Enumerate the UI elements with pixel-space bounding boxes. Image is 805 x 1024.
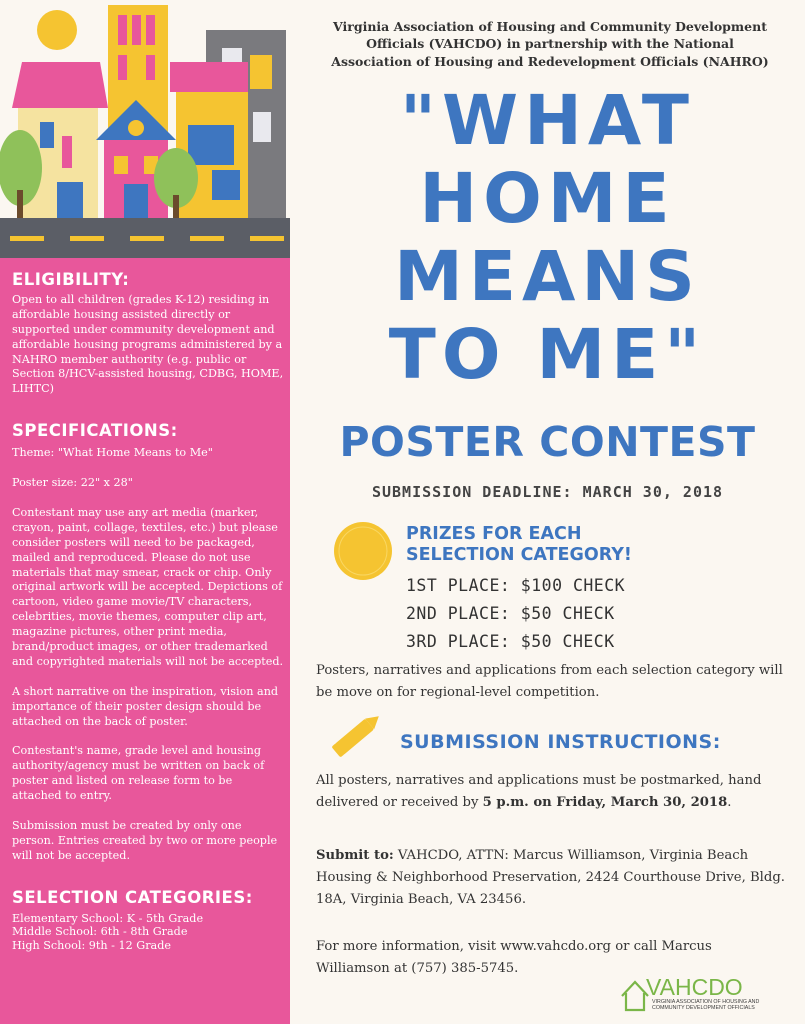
title-line: "WHAT — [400, 81, 695, 161]
houses-illustration-svg — [0, 0, 290, 258]
category-item: Middle School: 6th - 8th Grade — [12, 925, 188, 939]
org-line: Virginia Association of Housing and Community Development — [333, 19, 767, 34]
postmark-instructions — [316, 770, 796, 814]
submit-label: Submit to: — [316, 848, 394, 863]
postmark-text: All posters, narratives and applications must be postmarked, hand delivered or received by — [316, 773, 762, 810]
spec-media: Contestant may use any art media (marker, crayon, paint, collage, textiles, etc.) but please consider posters will need to be packaged, mailed and reproduced. Please do not use materials that may smear, crack or chip. Only original artwork will be accepted. Depictions of cartoon, video game movie/TV characters, celebrities, movie themes, computer clip art, magazine pictures, other print media, brand/product images, or other trademarked and copyrighted materials will not be accepted. — [12, 506, 284, 668]
logo-name: VAHCDO — [646, 974, 743, 1000]
houses-illustration — [0, 0, 290, 258]
spec-size: Poster size: 22" x 28" — [12, 476, 133, 490]
categories-heading: SELECTION CATEGORIES: — [12, 887, 253, 907]
sidebar-text — [12, 270, 284, 952]
sun-badge-icon — [332, 520, 394, 582]
submit-address-text: VAHCDO, ATTN: Marcus Williamson, Virginia Beach Housing & Neighborhood Preservation, 2424 Courthouse Drive, Bldg. 18A, Virginia Beach, VA 23456. — [316, 848, 785, 907]
prizes-heading — [406, 524, 632, 566]
org-line: Officials (VAHCDO) in partnership with the National — [366, 36, 734, 52]
prizes-heading-line: SELECTION CATEGORY! — [406, 545, 632, 565]
spec-single: Submission must be created by only one person. Entries created by two or more people will not be accepted. — [12, 819, 278, 862]
spec-name: Contestant's name, grade level and housing authority/agency must be written on back of poster and listed on release form to be attached to entry. — [12, 744, 265, 803]
prizes-heading-line: PRIZES FOR EACH — [406, 524, 582, 544]
org-line: Association of Housing and Redevelopment Officials (NAHRO) — [331, 53, 769, 69]
prize-first: 1ST PLACE: $100 CHECK — [406, 576, 626, 595]
organization-header — [310, 18, 790, 70]
spec-theme: Theme: "What Home Means to Me" — [12, 446, 213, 460]
submission-deadline: SUBMISSION DEADLINE: MARCH 30, 2018 — [371, 483, 724, 501]
eligibility-heading: ELIGIBILITY: — [12, 270, 130, 289]
vahcdo-logo — [620, 970, 800, 1012]
pencil-icon — [328, 710, 388, 760]
prize-second: 2ND PLACE: $50 CHECK — [406, 604, 615, 623]
postmark-deadline: 5 p.m. on Friday, March 30, 2018 — [482, 795, 728, 810]
submission-instructions-heading: SUBMISSION INSTRUCTIONS: — [400, 731, 721, 753]
page-title — [290, 82, 805, 394]
more-info: For more information, visit www.vahcdo.org or call Marcus Williamson at (757) 385-5745. — [316, 939, 712, 976]
prize-third: 3RD PLACE: $50 CHECK — [406, 632, 615, 651]
specifications-heading: SPECIFICATIONS: — [12, 421, 178, 441]
main-content — [290, 0, 805, 1024]
category-item: Elementary School: K - 5th Grade — [12, 911, 204, 925]
title-line: MEANS — [394, 237, 701, 317]
postmark-period: . — [727, 795, 732, 810]
eligibility-text: Open to all children (grades K-12) residing in affordable housing assisted directly or supported under community development and affordable housing programs administered by a NAHRO member authority (e.g. public or Section 8/HCV-assisted housing, CDBG, HOME, LIHTC) — [12, 293, 284, 396]
regional-note: Posters, narratives and applications from each selection category will be move on for regional-level competition. — [316, 663, 783, 700]
title-line: HOME — [419, 159, 676, 239]
poster-contest-subtitle: POSTER CONTEST — [339, 418, 756, 466]
logo-tagline: COMMUNITY DEVELOPMENT OFFICIALS — [652, 1005, 755, 1011]
submit-address — [316, 845, 796, 911]
sidebar-panel — [0, 0, 290, 1024]
spec-narrative: A short narrative on the inspiration, vision and importance of their poster design should be attached on the back of poster. — [12, 684, 279, 728]
title-line: TO ME" — [388, 315, 707, 395]
category-item: High School: 9th - 12 Grade — [12, 938, 172, 952]
logo-tagline: VIRGINIA ASSOCIATION OF HOUSING AND — [652, 999, 760, 1005]
